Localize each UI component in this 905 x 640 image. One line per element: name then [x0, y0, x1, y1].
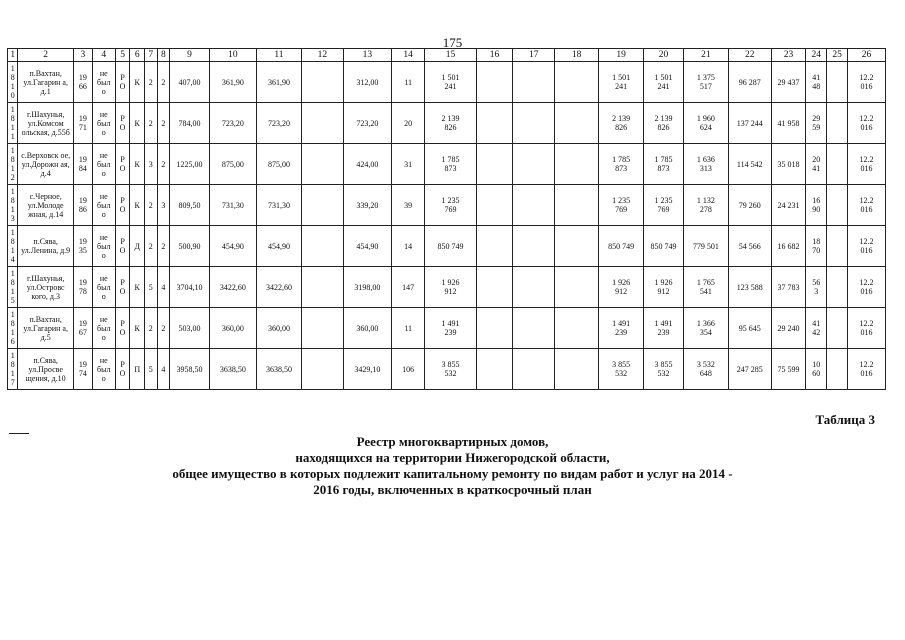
column-header: 18: [555, 49, 599, 62]
table-cell: п.Сява, ул.Просве щения, д.10: [18, 349, 73, 390]
table-cell: 1 8 1 3: [8, 185, 18, 226]
column-header: 15: [425, 49, 476, 62]
column-header: 6: [130, 49, 145, 62]
table-cell: 41 48: [806, 62, 827, 103]
table-cell: [513, 103, 555, 144]
table-cell: 247 285: [728, 349, 771, 390]
table-cell: 4: [157, 267, 170, 308]
table-cell: [513, 185, 555, 226]
column-header: 9: [170, 49, 210, 62]
table-cell: 809,50: [170, 185, 210, 226]
table-cell: не был о: [92, 144, 115, 185]
table-cell: Р О: [115, 308, 130, 349]
table-cell: 875,00: [256, 144, 301, 185]
table-cell: 1 501 241: [599, 62, 644, 103]
table-cell: [301, 185, 343, 226]
table-cell: 123 588: [728, 267, 771, 308]
column-header: 25: [827, 49, 848, 62]
table-cell: К: [130, 62, 145, 103]
table-row: [8, 349, 886, 390]
table-cell: 1 926 912: [425, 267, 476, 308]
table-cell: 19 67: [73, 308, 92, 349]
table-cell: Р О: [115, 62, 130, 103]
table-cell: 2: [145, 62, 158, 103]
table-cell: не был о: [92, 267, 115, 308]
column-number-row: [8, 49, 886, 62]
table-cell: [476, 103, 513, 144]
table-row: [8, 226, 886, 267]
table-cell: 2: [145, 185, 158, 226]
table-cell: [555, 103, 599, 144]
registry-title: [0, 434, 905, 498]
table-cell: 19 35: [73, 226, 92, 267]
table-cell: 2: [145, 308, 158, 349]
table-cell: 79 260: [728, 185, 771, 226]
title-line: находящихся на территории Нижегородской области,: [295, 450, 610, 465]
table-cell: 24 231: [771, 185, 806, 226]
table-cell: [555, 226, 599, 267]
title-line: Реестр многоквартирных домов,: [356, 434, 549, 449]
table-cell: 12.2 016: [848, 185, 886, 226]
table-cell: К: [130, 185, 145, 226]
table-cell: [476, 62, 513, 103]
table-cell: 19 74: [73, 349, 92, 390]
table-cell: 12.2 016: [848, 144, 886, 185]
table-body: [8, 62, 886, 390]
table-cell: 3638,50: [256, 349, 301, 390]
table-cell: 35 018: [771, 144, 806, 185]
table-cell: 1 491 239: [599, 308, 644, 349]
table-cell: Р О: [115, 103, 130, 144]
column-header: 11: [256, 49, 301, 62]
table-cell: [827, 267, 848, 308]
table-cell: Р О: [115, 349, 130, 390]
table-cell: 3 855 532: [599, 349, 644, 390]
column-header: 13: [343, 49, 391, 62]
table-cell: 723,20: [209, 103, 256, 144]
table-cell: П: [130, 349, 145, 390]
column-header: 19: [599, 49, 644, 62]
table-cell: 731,30: [209, 185, 256, 226]
table-cell: 2: [157, 226, 170, 267]
column-header: 12: [301, 49, 343, 62]
table-cell: [513, 144, 555, 185]
table-cell: 360,00: [343, 308, 391, 349]
table-cell: 1 8 1 1: [8, 103, 18, 144]
table-cell: 339,20: [343, 185, 391, 226]
table-cell: 2: [145, 226, 158, 267]
table-cell: [827, 62, 848, 103]
table-cell: 14: [391, 226, 424, 267]
table-cell: не был о: [92, 62, 115, 103]
table-cell: 39: [391, 185, 424, 226]
table-cell: 361,90: [256, 62, 301, 103]
table-cell: [827, 103, 848, 144]
table-cell: К: [130, 308, 145, 349]
table-cell: [476, 267, 513, 308]
table-cell: 454,90: [256, 226, 301, 267]
table-cell: [301, 308, 343, 349]
title-line: общее имущество в которых подлежит капитальному ремонту по видам работ и услуг на 2014 -: [172, 466, 733, 481]
table-cell: [513, 349, 555, 390]
table-label: Таблица 3: [815, 412, 875, 427]
table-cell: 10 60: [806, 349, 827, 390]
table-cell: 147: [391, 267, 424, 308]
column-header: 4: [92, 49, 115, 62]
table-cell: 1 8 1 6: [8, 308, 18, 349]
table-cell: 11: [391, 308, 424, 349]
table-cell: 3422,60: [209, 267, 256, 308]
table-cell: не был о: [92, 226, 115, 267]
column-header: 23: [771, 49, 806, 62]
table-cell: 850 749: [599, 226, 644, 267]
table-cell: [555, 185, 599, 226]
column-header: 3: [73, 49, 92, 62]
table-cell: 29 240: [771, 308, 806, 349]
table-cell: 1 8 1 4: [8, 226, 18, 267]
table-cell: с.Черное, ул.Молоде жная, д.14: [18, 185, 73, 226]
table-cell: 1 235 769: [644, 185, 684, 226]
column-header: 8: [157, 49, 170, 62]
table-cell: 19 78: [73, 267, 92, 308]
table-cell: 4: [157, 349, 170, 390]
table-cell: К: [130, 267, 145, 308]
table-cell: 16 90: [806, 185, 827, 226]
table-cell: 1 132 278: [683, 185, 728, 226]
table-cell: Р О: [115, 185, 130, 226]
table-cell: 95 645: [728, 308, 771, 349]
table-cell: 1 235 769: [599, 185, 644, 226]
table-cell: [513, 267, 555, 308]
title-line: 2016 годы, включенных в краткосрочный план: [313, 482, 592, 497]
table-cell: 19 71: [73, 103, 92, 144]
table-cell: 41 42: [806, 308, 827, 349]
table-cell: 2 139 826: [644, 103, 684, 144]
table-cell: Р О: [115, 144, 130, 185]
table-cell: 19 86: [73, 185, 92, 226]
table-cell: [301, 62, 343, 103]
table-cell: 20: [391, 103, 424, 144]
table-cell: 1 491 239: [644, 308, 684, 349]
table-cell: 723,20: [256, 103, 301, 144]
table-row: [8, 144, 886, 185]
table-row: [8, 267, 886, 308]
table-cell: 114 542: [728, 144, 771, 185]
table-cell: 1 491 239: [425, 308, 476, 349]
table-cell: 3638,50: [209, 349, 256, 390]
column-header: 14: [391, 49, 424, 62]
table-cell: 3429,10: [343, 349, 391, 390]
column-header: 16: [476, 49, 513, 62]
table-cell: не был о: [92, 185, 115, 226]
table-cell: 5: [145, 267, 158, 308]
table-cell: [555, 349, 599, 390]
table-cell: Р О: [115, 267, 130, 308]
table-cell: 19 84: [73, 144, 92, 185]
table-cell: 779 501: [683, 226, 728, 267]
table-cell: 1 785 873: [599, 144, 644, 185]
table-cell: не был о: [92, 308, 115, 349]
column-header: 24: [806, 49, 827, 62]
table-cell: 3422,60: [256, 267, 301, 308]
table-cell: 3958,50: [170, 349, 210, 390]
table-cell: [827, 308, 848, 349]
table-cell: Р О: [115, 226, 130, 267]
column-header: 17: [513, 49, 555, 62]
table-cell: 1 636 313: [683, 144, 728, 185]
table-cell: 11: [391, 62, 424, 103]
table-cell: 312,00: [343, 62, 391, 103]
table-cell: [513, 226, 555, 267]
table-cell: 500,90: [170, 226, 210, 267]
table-cell: 454,90: [209, 226, 256, 267]
table-cell: [827, 144, 848, 185]
table-cell: 41 958: [771, 103, 806, 144]
table-cell: п.Вахтан, ул.Гагарин а, д.1: [18, 62, 73, 103]
table-cell: 1 785 873: [644, 144, 684, 185]
table-cell: [301, 349, 343, 390]
table-row: [8, 185, 886, 226]
table-cell: 503,00: [170, 308, 210, 349]
table-cell: 1 235 769: [425, 185, 476, 226]
table-cell: 3704,10: [170, 267, 210, 308]
column-header: 2: [18, 49, 73, 62]
table-cell: Д: [130, 226, 145, 267]
table-cell: 12.2 016: [848, 103, 886, 144]
table-cell: 1 926 912: [644, 267, 684, 308]
table-cell: 137 244: [728, 103, 771, 144]
table-cell: [827, 226, 848, 267]
table-cell: 424,00: [343, 144, 391, 185]
table-cell: 1 8 1 2: [8, 144, 18, 185]
table-cell: [301, 226, 343, 267]
table-cell: [827, 185, 848, 226]
table-cell: 2: [157, 308, 170, 349]
table-row: [8, 308, 886, 349]
table-cell: 3: [157, 185, 170, 226]
table-cell: К: [130, 144, 145, 185]
table-cell: 1225,00: [170, 144, 210, 185]
table-cell: 1 366 354: [683, 308, 728, 349]
column-header: 20: [644, 49, 684, 62]
table-cell: [476, 308, 513, 349]
table-cell: 5: [145, 349, 158, 390]
table-cell: 454,90: [343, 226, 391, 267]
table-cell: [513, 62, 555, 103]
table-cell: [301, 144, 343, 185]
table-cell: 54 566: [728, 226, 771, 267]
table-cell: 12.2 016: [848, 267, 886, 308]
table-cell: 3 855 532: [425, 349, 476, 390]
table-cell: 850 749: [425, 226, 476, 267]
table-cell: [301, 103, 343, 144]
table-cell: 3198,00: [343, 267, 391, 308]
table-cell: 3: [145, 144, 158, 185]
table-cell: 2 139 826: [425, 103, 476, 144]
table-cell: [476, 226, 513, 267]
table-cell: 106: [391, 349, 424, 390]
table-cell: 18 70: [806, 226, 827, 267]
table-cell: 1 375 517: [683, 62, 728, 103]
column-header: 22: [728, 49, 771, 62]
table-cell: 12.2 016: [848, 226, 886, 267]
table-cell: [476, 185, 513, 226]
table-cell: 784,00: [170, 103, 210, 144]
registry-table: [7, 48, 886, 390]
table-cell: [476, 349, 513, 390]
table-cell: не был о: [92, 103, 115, 144]
table-cell: 723,20: [343, 103, 391, 144]
table-cell: г.Шахунья, ул.Островс кого, д.3: [18, 267, 73, 308]
table-cell: [555, 144, 599, 185]
table-cell: 2: [145, 103, 158, 144]
table-cell: 361,90: [209, 62, 256, 103]
column-header: 1: [8, 49, 18, 62]
table-cell: К: [130, 103, 145, 144]
table-cell: 875,00: [209, 144, 256, 185]
table-row: [8, 103, 886, 144]
table-cell: [555, 308, 599, 349]
table-cell: 29 59: [806, 103, 827, 144]
table-cell: 16 682: [771, 226, 806, 267]
table-cell: г.Шахунья, ул.Комсом ольская, д.55б: [18, 103, 73, 144]
table-cell: 1 8 1 7: [8, 349, 18, 390]
table-cell: 12.2 016: [848, 62, 886, 103]
table-cell: 407,00: [170, 62, 210, 103]
table-cell: 37 783: [771, 267, 806, 308]
table-cell: 56 3: [806, 267, 827, 308]
table-cell: 2: [157, 144, 170, 185]
column-header: 5: [115, 49, 130, 62]
column-header: 26: [848, 49, 886, 62]
table-cell: 3 532 648: [683, 349, 728, 390]
table-cell: [555, 62, 599, 103]
page-number: 175: [442, 35, 463, 50]
table-row: [8, 62, 886, 103]
table-cell: 360,00: [256, 308, 301, 349]
table-cell: [476, 144, 513, 185]
column-header: 7: [145, 49, 158, 62]
table-cell: 3 855 532: [644, 349, 684, 390]
column-header: 10: [209, 49, 256, 62]
table-cell: [827, 349, 848, 390]
column-header: 21: [683, 49, 728, 62]
table-cell: с.Верховск ое, ул.Дорожн ая, д.4: [18, 144, 73, 185]
table-cell: 12.2 016: [848, 308, 886, 349]
table-cell: 1 501 241: [425, 62, 476, 103]
table-cell: 1 765 541: [683, 267, 728, 308]
table-cell: 96 287: [728, 62, 771, 103]
table-cell: 1 501 241: [644, 62, 684, 103]
table-cell: 1 785 873: [425, 144, 476, 185]
table-cell: п.Сява, ул.Ленина, д.9: [18, 226, 73, 267]
table-cell: п.Вахтан, ул.Гагарин а, д.5: [18, 308, 73, 349]
table-cell: 2: [157, 62, 170, 103]
table-cell: 360,00: [209, 308, 256, 349]
table-cell: [555, 267, 599, 308]
table-cell: 12.2 016: [848, 349, 886, 390]
table-cell: [301, 267, 343, 308]
table-cell: 1 8 1 0: [8, 62, 18, 103]
table-cell: 1 926 912: [599, 267, 644, 308]
table-cell: 19 66: [73, 62, 92, 103]
table-cell: не был о: [92, 349, 115, 390]
table-cell: 850 749: [644, 226, 684, 267]
table-cell: 2 139 826: [599, 103, 644, 144]
table-cell: 1 8 1 5: [8, 267, 18, 308]
table-cell: 29 437: [771, 62, 806, 103]
table-cell: [513, 308, 555, 349]
table-cell: 731,30: [256, 185, 301, 226]
table-cell: 20 41: [806, 144, 827, 185]
table-cell: 1 960 624: [683, 103, 728, 144]
table-cell: 75 599: [771, 349, 806, 390]
table-cell: 2: [157, 103, 170, 144]
table-cell: 31: [391, 144, 424, 185]
